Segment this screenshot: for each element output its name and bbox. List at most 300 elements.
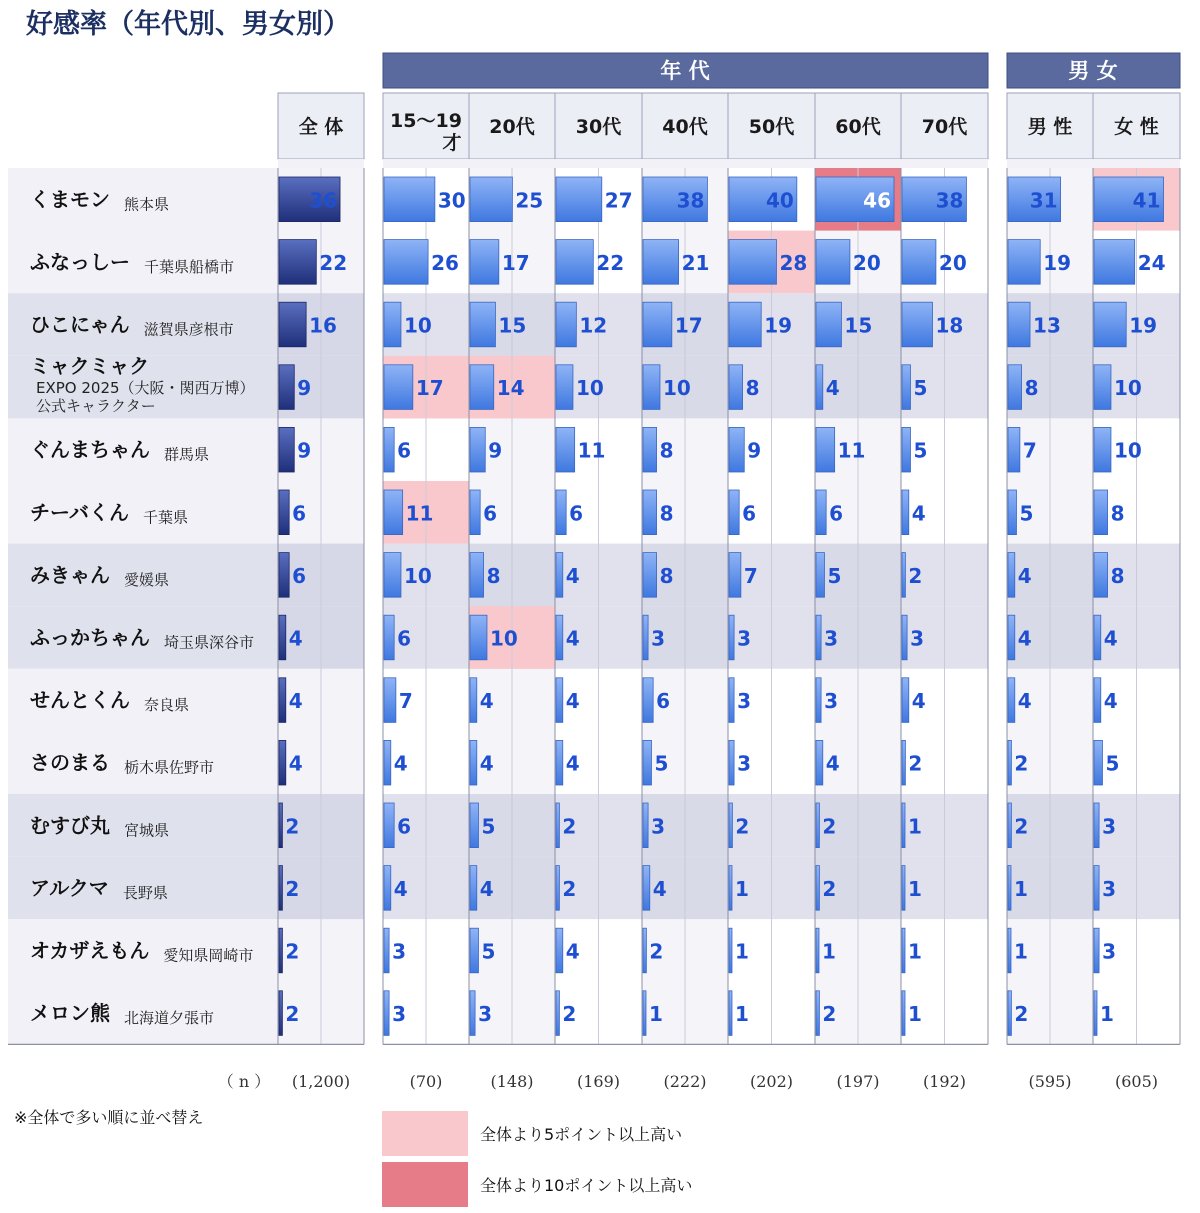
value-label: 6: [397, 438, 412, 463]
value-label: 9: [297, 376, 312, 401]
value-label: 2: [1014, 1002, 1029, 1027]
value-label: 7: [1022, 438, 1037, 463]
bar-2-2: [470, 302, 495, 347]
n-value: (595): [1028, 1072, 1072, 1091]
value-label: 9: [747, 438, 762, 463]
value-label: 3: [651, 626, 666, 651]
value-label: 8: [659, 563, 674, 588]
bar-4-10: [643, 803, 648, 848]
bar-4-13: [643, 991, 646, 1036]
bar-9-6: [1094, 553, 1108, 598]
bar-0-7: [279, 615, 286, 660]
value-label: 1: [1014, 876, 1028, 901]
value-label: 2: [822, 1002, 837, 1027]
bar-8-7: [1008, 615, 1015, 660]
value-label: 4: [565, 689, 580, 714]
bar-8-2: [1008, 302, 1030, 347]
bar-7-1: [902, 240, 936, 285]
bar-3-12: [556, 928, 563, 973]
value-label: 3: [651, 814, 666, 839]
bar-4-8: [643, 678, 653, 723]
value-label: 19: [1043, 250, 1072, 275]
value-label: 3: [824, 626, 839, 651]
bar-8-10: [1008, 803, 1011, 848]
value-label: 1: [735, 939, 749, 964]
value-label: 3: [737, 626, 752, 651]
bar-9-10: [1094, 803, 1099, 848]
bar-1-8: [384, 678, 396, 723]
value-label: 2: [908, 563, 923, 588]
value-label: 1: [908, 876, 922, 901]
value-label: 21: [681, 250, 710, 275]
bar-9-13: [1094, 991, 1097, 1036]
value-label: 6: [569, 501, 584, 526]
character-name: ひこにゃん: [30, 312, 130, 337]
value-label: 6: [656, 689, 671, 714]
bar-0-3: [279, 365, 294, 410]
bar-0-9: [279, 740, 286, 785]
bar-4-6: [643, 553, 657, 598]
column-header-label-3: 30代: [575, 116, 622, 138]
value-label: 5: [481, 814, 496, 839]
n-label: （ n ）: [217, 1072, 271, 1091]
value-label: 10: [403, 313, 432, 338]
n-value: (192): [922, 1072, 967, 1091]
bar-7-5: [902, 490, 909, 535]
value-label: 19: [764, 313, 793, 338]
bar-2-13: [470, 991, 475, 1036]
value-label: 1: [908, 814, 922, 839]
value-label: 4: [565, 939, 580, 964]
bar-5-5: [729, 490, 739, 535]
value-label: 19: [1129, 313, 1158, 338]
character-region: 熊本県: [124, 195, 170, 214]
value-label: 1: [908, 1002, 922, 1027]
bar-5-7: [729, 615, 734, 660]
bar-9-2: [1094, 302, 1126, 347]
value-label: 3: [824, 689, 839, 714]
bar-5-4: [729, 427, 744, 472]
value-label: 2: [649, 939, 664, 964]
value-label: 27: [604, 188, 633, 213]
value-label: 26: [431, 250, 459, 275]
bar-4-1: [643, 240, 679, 285]
value-label: 40: [765, 188, 794, 213]
value-label: 3: [910, 626, 925, 651]
bar-7-7: [902, 615, 907, 660]
value-label: 4: [825, 376, 840, 401]
value-label: 8: [659, 438, 674, 463]
bar-0-10: [279, 803, 282, 848]
bar-8-13: [1008, 991, 1011, 1036]
character-region: 千葉県: [143, 508, 189, 527]
bar-8-12: [1008, 928, 1011, 973]
bar-6-2: [816, 302, 841, 347]
value-label: 7: [398, 689, 413, 714]
value-label: 5: [1019, 501, 1034, 526]
bar-3-11: [556, 866, 559, 911]
legend-label-1: 全体より10ポイント以上高い: [480, 1176, 693, 1195]
header-gap: [383, 159, 988, 168]
value-label: 1: [735, 876, 749, 901]
value-label: 6: [397, 814, 412, 839]
value-label: 2: [562, 814, 577, 839]
character-name: くまモン: [30, 187, 110, 212]
value-label: 4: [288, 626, 303, 651]
character-region: 栃木県佐野市: [124, 758, 215, 777]
value-label: 8: [659, 501, 674, 526]
value-label: 31: [1029, 188, 1058, 213]
bar-8-1: [1008, 240, 1040, 285]
bar-1-9: [384, 740, 391, 785]
value-label: 6: [397, 626, 412, 651]
column-header-label-2: 20代: [489, 116, 535, 138]
legend-swatch-1: [382, 1162, 468, 1207]
value-label: 6: [742, 501, 757, 526]
character-name: せんとくん: [30, 688, 130, 713]
value-label: 1: [1100, 1002, 1114, 1027]
bar-8-8: [1008, 678, 1015, 723]
character-name: むすび丸: [30, 813, 110, 838]
bar-6-6: [816, 553, 824, 598]
bar-3-2: [556, 302, 576, 347]
bar-9-7: [1094, 615, 1101, 660]
value-label: 2: [822, 814, 837, 839]
value-label: 7: [743, 563, 758, 588]
value-label: 2: [285, 876, 300, 901]
value-label: 15: [844, 313, 873, 338]
column-header-suffix: 才: [442, 132, 462, 154]
bar-2-1: [470, 240, 499, 285]
bar-2-10: [470, 803, 478, 848]
header-gap: [278, 159, 364, 168]
bar-7-9: [902, 740, 905, 785]
value-label: 1: [1014, 939, 1028, 964]
value-label: 13: [1033, 313, 1061, 338]
bar-8-4: [1008, 427, 1020, 472]
bar-5-6: [729, 553, 741, 598]
bar-6-3: [816, 365, 823, 410]
legend-label-0: 全体より5ポイント以上高い: [480, 1125, 683, 1144]
value-label: 46: [863, 188, 891, 213]
value-label: 18: [935, 313, 964, 338]
sort-note: ※全体で多い順に並べ替え: [14, 1108, 204, 1127]
column-header-label-9: 女 性: [1114, 116, 1159, 138]
value-label: 8: [745, 376, 760, 401]
value-label: 17: [415, 376, 444, 401]
bar-4-7: [643, 615, 648, 660]
chart-title: 好感率（年代別、男女別）: [26, 9, 350, 40]
bar-7-8: [902, 678, 909, 723]
n-value: (70): [409, 1072, 443, 1091]
bar-6-11: [816, 866, 819, 911]
character-name: チーバくん: [30, 500, 129, 525]
bar-2-8: [470, 678, 477, 723]
value-label: 10: [489, 626, 518, 651]
value-label: 3: [737, 751, 752, 776]
character-name: ふなっしー: [30, 249, 130, 274]
value-label: 2: [735, 814, 750, 839]
value-label: 9: [297, 438, 312, 463]
bar-5-11: [729, 866, 732, 911]
value-label: 5: [481, 939, 496, 964]
bar-3-4: [556, 427, 575, 472]
bar-5-13: [729, 991, 732, 1036]
value-label: 4: [565, 751, 580, 776]
bar-5-8: [729, 678, 734, 723]
value-label: 10: [662, 376, 691, 401]
value-label: 11: [577, 438, 606, 463]
value-label: 4: [479, 876, 494, 901]
bar-9-9: [1094, 740, 1102, 785]
value-label: 10: [1113, 376, 1142, 401]
value-label: 28: [779, 250, 808, 275]
value-label: 4: [911, 501, 926, 526]
character-name: メロン熊: [30, 1001, 110, 1026]
value-label: 5: [827, 563, 842, 588]
bar-3-6: [556, 553, 563, 598]
bar-1-6: [384, 553, 401, 598]
value-label: 8: [1110, 501, 1125, 526]
bar-5-1: [729, 240, 776, 285]
bar-1-3: [384, 365, 413, 410]
value-label: 4: [565, 626, 580, 651]
value-label: 36: [309, 188, 338, 213]
n-value: (148): [490, 1072, 534, 1091]
bar-4-12: [643, 928, 646, 973]
value-label: 2: [285, 939, 300, 964]
bar-2-6: [470, 553, 484, 598]
value-label: 5: [1105, 751, 1120, 776]
bar-7-4: [902, 427, 910, 472]
character-region: 千葉県船橋市: [144, 257, 235, 276]
value-label: 3: [1102, 876, 1117, 901]
character-name: アルクマ: [30, 875, 109, 900]
value-label: 3: [392, 1002, 407, 1027]
bar-0-5: [279, 490, 289, 535]
header-gap: [1007, 159, 1180, 168]
bar-1-1: [384, 240, 428, 285]
value-label: 4: [393, 751, 408, 776]
value-label: 2: [1014, 751, 1029, 776]
bar-8-3: [1008, 365, 1022, 410]
bar-6-13: [816, 991, 819, 1036]
value-label: 4: [288, 751, 303, 776]
bar-9-5: [1094, 490, 1108, 535]
value-label: 1: [822, 939, 836, 964]
character-name: ミャクミャク: [30, 353, 150, 378]
group-header-gender-label: 男 女: [1068, 59, 1118, 83]
bar-3-8: [556, 678, 563, 723]
bar-0-6: [279, 553, 289, 598]
value-label: 17: [674, 313, 703, 338]
bar-3-10: [556, 803, 559, 848]
bar-5-2: [729, 302, 761, 347]
value-label: 22: [596, 250, 625, 275]
value-label: 4: [825, 751, 840, 776]
character-region: 公式キャラクター: [36, 396, 156, 415]
bar-1-11: [384, 866, 391, 911]
bar-3-7: [556, 615, 563, 660]
value-label: 1: [735, 1002, 749, 1027]
bar-6-9: [816, 740, 823, 785]
bar-4-2: [643, 302, 672, 347]
value-label: 2: [285, 1002, 300, 1027]
value-label: 4: [1103, 626, 1118, 651]
bar-6-12: [816, 928, 819, 973]
value-label: 3: [1102, 939, 1117, 964]
value-label: 2: [562, 876, 577, 901]
bar-8-6: [1008, 553, 1015, 598]
character-name: ぐんまちゃん: [30, 437, 150, 462]
bar-7-6: [902, 553, 905, 598]
value-label: 8: [486, 563, 501, 588]
character-region: 長野県: [122, 883, 168, 902]
column-header-label-0: 全 体: [298, 116, 344, 138]
character-region: 愛媛県: [124, 570, 170, 589]
character-name: オカザえもん: [30, 938, 150, 963]
bar-2-11: [470, 866, 477, 911]
value-label: 2: [908, 751, 923, 776]
value-label: 6: [292, 563, 307, 588]
value-label: 5: [654, 751, 669, 776]
value-label: 4: [1103, 689, 1118, 714]
bar-6-7: [816, 615, 821, 660]
value-label: 2: [562, 1002, 577, 1027]
value-label: 4: [652, 876, 667, 901]
n-value: (197): [836, 1072, 880, 1091]
character-region: 北海道夕張市: [124, 1009, 215, 1028]
n-value: (605): [1114, 1072, 1159, 1091]
column-header-label-1: 15～19: [390, 110, 462, 132]
bar-2-7: [470, 615, 487, 660]
value-label: 1: [649, 1002, 663, 1027]
character-region: 愛知県岡崎市: [163, 946, 254, 965]
character-region: EXPO 2025（大阪・関西万博）: [36, 378, 255, 397]
legend-swatch-0: [382, 1111, 468, 1156]
bar-1-10: [384, 803, 394, 848]
bar-3-9: [556, 740, 563, 785]
bar-5-9: [729, 740, 734, 785]
bar-2-0: [470, 177, 512, 222]
bar-7-13: [902, 991, 905, 1036]
bar-9-8: [1094, 678, 1101, 723]
character-region: 宮城県: [124, 821, 170, 840]
bar-8-5: [1008, 490, 1016, 535]
bar-8-9: [1008, 740, 1011, 785]
value-label: 4: [288, 689, 303, 714]
value-label: 4: [911, 689, 926, 714]
bar-1-5: [384, 490, 403, 535]
value-label: 6: [292, 501, 307, 526]
bar-7-12: [902, 928, 905, 973]
character-region: 群馬県: [164, 445, 210, 464]
value-label: 4: [479, 689, 494, 714]
bar-6-8: [816, 678, 821, 723]
n-value: (202): [749, 1072, 794, 1091]
bar-4-11: [643, 866, 650, 911]
value-label: 4: [1017, 689, 1032, 714]
bar-1-13: [384, 991, 389, 1036]
value-label: 20: [938, 250, 967, 275]
bar-9-4: [1094, 427, 1111, 472]
value-label: 5: [913, 438, 928, 463]
bar-0-13: [279, 991, 282, 1036]
bar-0-8: [279, 678, 286, 723]
value-label: 4: [479, 751, 494, 776]
bar-2-5: [470, 490, 480, 535]
value-label: 6: [829, 501, 844, 526]
value-label: 4: [1017, 626, 1032, 651]
bar-2-4: [470, 427, 485, 472]
value-label: 22: [319, 250, 348, 275]
column-header-label-4: 40代: [662, 116, 708, 138]
character-name: さのまる: [30, 750, 110, 775]
bar-0-2: [279, 302, 306, 347]
value-label: 3: [1102, 814, 1117, 839]
value-label: 5: [913, 376, 928, 401]
n-value: (222): [663, 1072, 707, 1091]
column-header-label-8: 男 性: [1027, 116, 1073, 138]
value-label: 4: [1017, 563, 1032, 588]
value-label: 20: [852, 250, 881, 275]
value-label: 10: [1113, 438, 1142, 463]
bar-4-5: [643, 490, 657, 535]
value-label: 8: [1024, 376, 1039, 401]
bar-3-13: [556, 991, 559, 1036]
bar-4-3: [643, 365, 660, 410]
value-label: 6: [483, 501, 498, 526]
value-label: 24: [1137, 250, 1166, 275]
bar-2-3: [470, 365, 494, 410]
bar-7-3: [902, 365, 910, 410]
bar-1-12: [384, 928, 389, 973]
column-header-label-7: 70代: [921, 116, 968, 138]
bar-7-2: [902, 302, 933, 347]
bar-1-0: [384, 177, 435, 222]
bar-8-11: [1008, 866, 1011, 911]
value-label: 17: [501, 250, 530, 275]
bar-5-10: [729, 803, 732, 848]
value-label: 3: [392, 939, 407, 964]
character-name: みきゃん: [30, 562, 110, 587]
bar-4-4: [643, 427, 657, 472]
group-header-age-label: 年 代: [660, 59, 710, 83]
value-label: 4: [565, 563, 580, 588]
value-label: 2: [285, 814, 300, 839]
bar-2-12: [470, 928, 478, 973]
bar-6-5: [816, 490, 826, 535]
bar-9-1: [1094, 240, 1135, 285]
bar-6-4: [816, 427, 835, 472]
value-label: 38: [676, 188, 705, 213]
bar-9-3: [1094, 365, 1111, 410]
value-label: 30: [437, 188, 466, 213]
value-label: 11: [837, 438, 866, 463]
n-value: (1,200): [291, 1072, 351, 1091]
bar-7-10: [902, 803, 905, 848]
character-region: 埼玉県深谷市: [164, 633, 255, 652]
value-label: 10: [575, 376, 604, 401]
character-region: 奈良県: [144, 696, 190, 715]
n-value: (169): [576, 1072, 621, 1091]
bar-2-9: [470, 740, 477, 785]
value-label: 8: [1110, 563, 1125, 588]
value-label: 4: [393, 876, 408, 901]
value-label: 2: [1014, 814, 1029, 839]
value-label: 38: [935, 188, 964, 213]
bar-5-3: [729, 365, 743, 410]
